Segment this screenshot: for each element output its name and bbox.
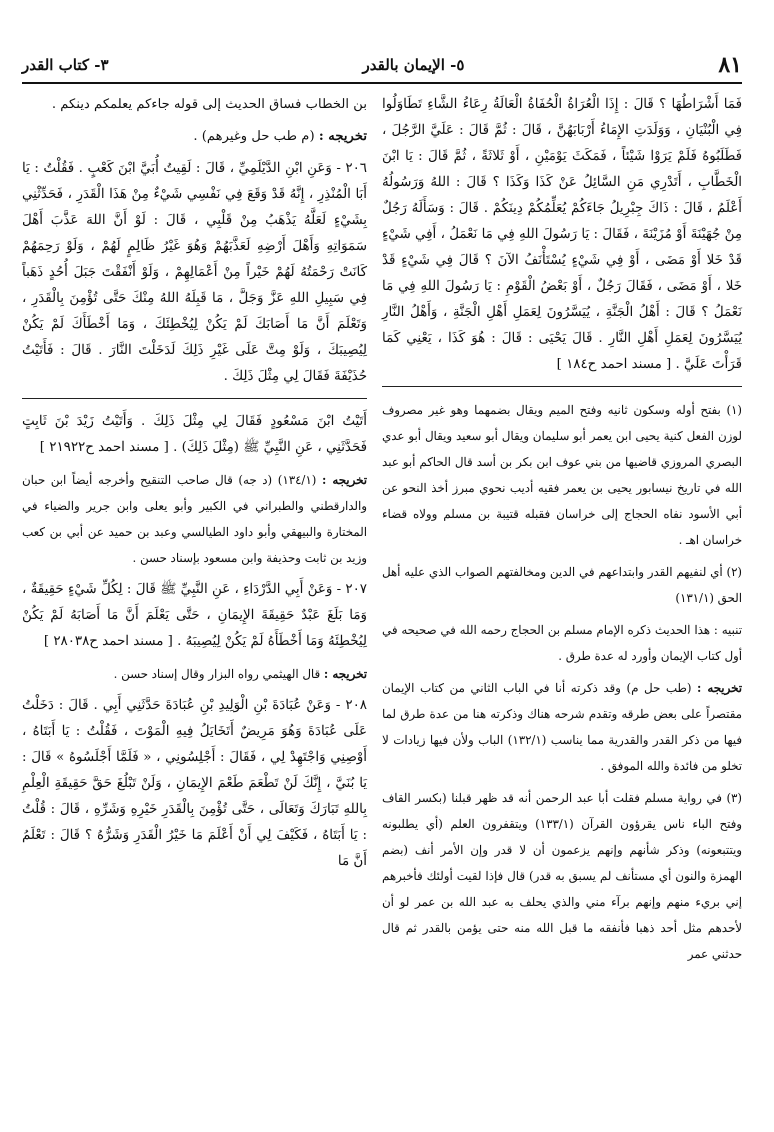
takhrij-text: قال الهيثمي رواه البزار وقال إسناد حسن . [113, 667, 321, 681]
book-title: ٣- كتاب القدر [22, 56, 109, 74]
footnote-1: (١) بفتح أوله وسكون ثانيه وفتح الميم ويقال بضمهما وهو غير مصروف لوزن الفعل كنية يحيى ابن يعمر أبو سليمان ويقال أبو سعيد ويقال أبو عدي البصري المروزي قاضيها من بني عوف ابن بكر بن أسد قال الحاكم أبو عبد الله في تاريخ نيسابور يحيى بن يعمر فقيه أديب نحوي مبرز أخذ النحو عن أبي الأسود نفاه الحجاج إلى خراسان فقبله قتيبة بن مسلم وولاه قضاء خراسان اهـ . [382, 403, 742, 547]
takhrij-note [382, 675, 742, 779]
intro-text: بن الخطاب فساق الحديث إلى قوله جاءكم يعلمكم دينكم . [51, 97, 367, 112]
takhrij-label: تخريجه : [323, 667, 367, 681]
takhrij-block [22, 467, 367, 571]
hadith-206: ٢٠٦ - وَعَنِ ابْنِ الدَّيْلَمِيِّ ، قَالَ : لَقِيتُ أُبَيَّ ابْنَ كَعْبٍ . فَقُلْتُ : يَا أَبَا الْمُنْذِرِ ، إِنَّهُ قَدْ وَقَعَ فِي نَفْسِي شَيْءٌ مِنْ هَذَا الْقَدَرِ ، فَحَدِّثْنِي بِشَيْءٍ لَعَلَّهُ يَذْهَبُ مِنْ قَلْبِي ، قَالَ : لَوْ أَنَّ اللهَ عَذَّبَ أَهْلَ سَمَوَاتِهِ وَأَهْلَ أَرْضِهِ لَعَذَّبَهُمْ وَهُوَ غَيْرُ ظَالِمٍ لَهُمْ ، وَلَوْ رَحِمَهُمْ كَانَتْ رَحْمَتُهُ لَهُمْ خَيْراً مِنْ أَعْمَالِهِمْ ، وَلَوْ أَنْفَقْتَ جَبَلَ أُحُدٍ ذَهَباً فِي سَبِيلِ اللهِ عَزَّ وَجَلَّ ، مَا قَبِلَهُ اللهُ مِنْكَ حَتَّى تُؤْمِنَ بِالْقَدَرِ ، وَتَعْلَمَ أَنَّ مَا أَصَابَكَ لَمْ يَكُنْ لِيُخْطِئَكَ ، وَمَا أَخْطَأَكَ لَمْ يَكُنْ لِيُصِيبَكَ ، وَلَوْ مِتَّ عَلَى غَيْرِ ذَلِكَ لَدَخَلْتَ النَّارَ . قَالَ : فَأَتَيْتُ حُذَيْفَةَ فَقَالَ لِي مِثْلَ ذَلِكَ . [22, 161, 367, 384]
takhrij-label: تخريجه : [322, 473, 367, 487]
hadith-206-continued: أَتَيْتُ ابْنَ مَسْعُودٍ فَقَالَ لِي مِثْلَ ذَلِكَ . وَأَتَيْتُ زَيْدَ بْنَ ثَابِتٍ فَحَدَّثَنِي ، عَنِ النَّبِيِّ ﷺ (مِثْلَ ذَلِكَ) . [ مسند احمد ح٢١٩٢٢ ] [22, 414, 367, 455]
footnote-2: (٢) أي لنفيهم القدر وابتداعهم في الدين ومخالفتهم الصواب الذي عليه أهل الحق (١٣١/١) [382, 565, 743, 605]
takhrij-block [22, 124, 367, 150]
hadith-text: فَمَا أَشْرَاطُهَا ؟ قَالَ : إِذَا الْعُرَاةُ الْحُفَاةُ الْعَالَةُ رِعَاءُ الشَّاءِ تَطَاوَلُوا فِي الْبُنْيَانِ ، وَوَلَدَتِ الإِمَاءُ أَرْبَابَهُنَّ ، قَالَ : ثُمَّ قَالَ : عَلَيَّ الرَّجُلَ ، فَطَلَبُوهُ فَلَمْ يَرَوْا شَيْئاً ، فَمَكَثَ يَوْمَيْنِ ، أَوْ ثَلاثَةً ، ثُمَّ قَالَ : يَا ابْنَ الْخَطَّابِ ، أَتَدْرِي مَنِ السَّائِلُ عَنْ كَذَا وَكَذَا ؟ قَالَ : اللهُ وَرَسُولُهُ أَعْلَمُ ، قَالَ : ذَاكَ جِبْرِيلُ جَاءَكُمْ يُعَلِّمُكُمْ دِينَكُمْ . قَالَ : وَسَأَلَهُ رَجُلٌ مِنْ جُهَيْنَةَ أَوْ مُزَيْنَةَ ، فَقَالَ : يَا رَسُولَ اللهِ فِي مَا نَعْمَلُ ، أَفِي شَيْءٍ قَدْ خَلا أَوْ مَضَى ، أَوْ فِي شَيْءٍ يُسْتَأْنَفُ الآنَ ؟ قَالَ فِي شَيْءٍ قَدْ خَلا ، أَوْ مَضَى ، فَقَالَ رَجُلٌ ، أَوْ بَعْضُ الْقَوْمِ : يَا رَسُولَ اللهِ فِي مَا نَعْمَلُ ؟ قَالَ : أَهْلُ الْجَنَّةِ ، يُيَسَّرُونَ لِعَمَلِ أَهْلِ الْجَنَّةِ ، وَأَهْلُ النَّارِ يُيَسَّرُونَ لِعَمَلِ أَهْلِ النَّارِ . قَالَ يَحْيَى : قَالَ : هُوَ كَذَا ، يَعْنِي كَمَا قَرَأْتَ عَلَيَّ . [ مسند احمد ح١٨٤ ] [382, 97, 742, 372]
page-number: ٨١ [718, 52, 742, 78]
page-header [22, 52, 742, 78]
footnote-3: (٣) في رواية مسلم فقلت أبا عبد الرحمن أنه قد ظهر قبلنا (بكسر القاف وفتح الباء ناس يقرؤون القرآن (١٣٣/١) ويتقفرون العلم (أي يطلبونه ويتتبعونه) وذكر شأنهم وإنهم يزعمون أن لا قدر وإن الأمر أنف (بضم الهمزة والنون أي مستأنف لم يسبق به قدر) قال فإذا لقيت أولئك فأخبرهم إني بريء منهم وإنهم برآء مني والذي يحلف به عبد الله بن عمر لو أن لأحدهم مثل أحد ذهبا فأنفقه ما قبل الله منه حتى يؤمن بالقدر ثم قال حدثني عمر [382, 791, 742, 961]
divider [22, 398, 367, 399]
header-divider [22, 82, 742, 84]
tanbih-note: تنبيه : هذا الحديث ذكره الإمام مسلم بن الحجاج رحمه الله في صحيحه في أول كتاب الإيمان وأورد له عدة طرق . [382, 623, 742, 663]
takhrij-text: (طب حل م) وقد ذكرته أنا في الباب الثاني من كتاب الإيمان مقتصراً على بعض طرقه وتقدم شرحه هناك وذكرته هنا من عدة طرق لما فيها من ذكر القدر والقدرية مما يناسب (١٣٢/١) الباب ولأن فيها زيادات لا تخلو من فائدة والله الموفق . [382, 681, 742, 773]
takhrij-text: (١٣٤/١) (د جه) قال صاحب التنقيح وأخرجه أيضاً ابن حبان والدارقطني والطبراني في الكبير وأبو يعلى وابن جرير والضياء في المختارة والبيهقي وأبو داود الطيالسي وعبد بن حميد عن أبي بن كعب وزيد بن ثابت وحذيفة وابن مسعود بإسناد حسن . [22, 473, 367, 565]
left-column [22, 92, 367, 881]
hadith-207: ٢٠٧ - وَعَنْ أَبِي الدَّرْدَاءِ ، عَنِ النَّبِيِّ ﷺ قَالَ : لِكُلِّ شَيْءٍ حَقِيقَةٌ ، وَمَا بَلَغَ عَبْدٌ حَقِيقَةَ الإِيمَانِ ، حَتَّى يَعْلَمَ أَنَّ مَا أَصَابَهُ لَمْ يَكُنْ لِيُخْطِئَهُ وَمَا أَخْطَأَهُ لَمْ يَكُنْ لِيُصِيبَهُ . [ مسند احمد ح٢٨٠٣٨ ] [22, 582, 367, 649]
takhrij-label: تخريجه : [697, 681, 743, 695]
footnote-divider [382, 386, 742, 387]
takhrij-text: (م طب حل وغيرهم) . [193, 129, 315, 144]
right-column [382, 92, 742, 973]
takhrij-label: تخريجه : [318, 129, 367, 144]
section-title: ٥- الإيمان بالقدر [362, 56, 465, 74]
hadith-208: ٢٠٨ - وَعَنْ عُبَادَةَ بْنِ الْوَلِيدِ بْنِ عُبَادَةَ حَدَّثَنِي أَبِي . قَالَ : دَخَلْتُ عَلَى عُبَادَةَ وَهُوَ مَرِيضٌ أَتَخَايَلُ فِيهِ الْمَوْتَ ، فَقُلْتُ : يَا أَبَتَاهُ ، أَوْصِنِي وَاجْتَهِدْ لِي ، فَقَالَ : أَجْلِسُونِي ، « فَلَمَّا أَجْلَسُوهُ » قَالَ : يَا بُنَيَّ ، إِنَّكَ لَنْ تَطْعَمَ طَعْمَ الإِيمَانِ ، وَلَنْ تَبْلُغَ حَقَّ حَقِيقَةِ الْعِلْمِ بِاللهِ تَبَارَكَ وَتَعَالَى ، حَتَّى تُؤْمِنَ بِالْقَدَرِ خَيْرِهِ وَشَرِّهِ ، قَالَ : قُلْتُ : يَا أَبَتَاهُ ، فَكَيْفَ لِي أَنْ أَعْلَمَ مَا خَيْرُ الْقَدَرِ وَشَرُّهُ ؟ قَالَ : تَعْلَمُ أَنَّ مَا [22, 698, 367, 869]
takhrij-block [22, 661, 367, 687]
